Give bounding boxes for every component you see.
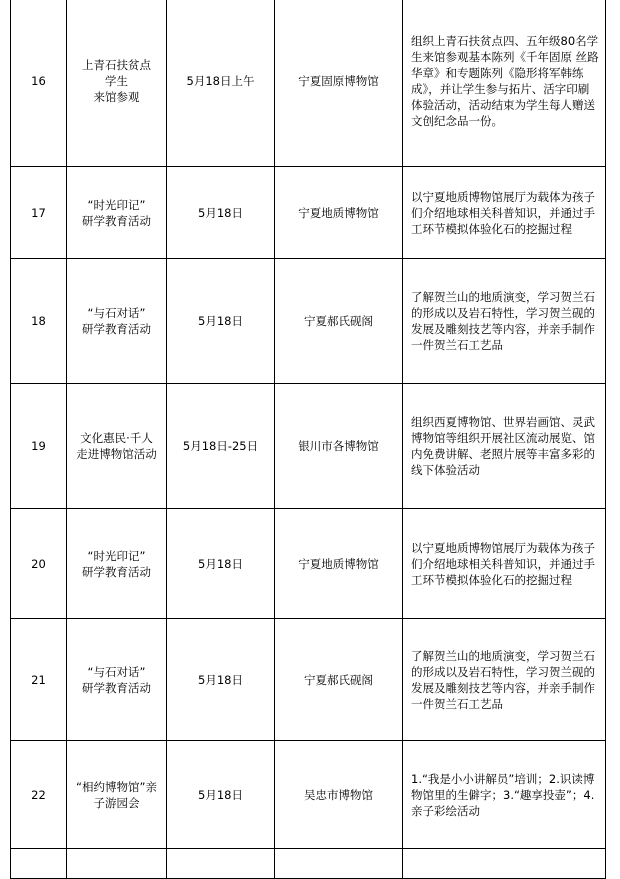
table-row bbox=[11, 509, 606, 619]
empty-cell bbox=[67, 849, 167, 879]
event-date: 5月18日 bbox=[167, 619, 275, 741]
table-row bbox=[11, 0, 606, 167]
event-venue: 宁夏地质博物馆 bbox=[275, 509, 403, 619]
row-number: 20 bbox=[11, 509, 67, 619]
row-number: 17 bbox=[11, 167, 67, 259]
event-name: “与石对话” 研学教育活动 bbox=[67, 619, 167, 741]
row-number: 21 bbox=[11, 619, 67, 741]
event-date: 5月18日 bbox=[167, 259, 275, 384]
table-row bbox=[11, 849, 606, 879]
empty-cell bbox=[167, 849, 275, 879]
event-venue: 宁夏地质博物馆 bbox=[275, 167, 403, 259]
row-number: 18 bbox=[11, 259, 67, 384]
event-date: 5月18日 bbox=[167, 509, 275, 619]
event-name: “相约博物馆”亲子游园会 bbox=[67, 741, 167, 849]
event-description: 了解贺兰山的地质演变，学习贺兰石的形成以及岩石特性，学习贺兰砚的发展及雕刻技艺等内容，并亲手制作一件贺兰石工艺品 bbox=[403, 619, 606, 741]
event-description: 了解贺兰山的地质演变，学习贺兰石的形成以及岩石特性，学习贺兰砚的发展及雕刻技艺等内容，并亲手制作一件贺兰石工艺品 bbox=[403, 259, 606, 384]
row-number: 19 bbox=[11, 384, 67, 509]
event-name: “时光印记” 研学教育活动 bbox=[67, 509, 167, 619]
empty-cell bbox=[403, 849, 606, 879]
event-venue: 银川市各博物馆 bbox=[275, 384, 403, 509]
event-date: 5月18日 bbox=[167, 741, 275, 849]
event-date: 5月18日上午 bbox=[167, 0, 275, 167]
event-name: 文化惠民·千人走进博物馆活动 bbox=[67, 384, 167, 509]
event-description: 1.“我是小小讲解员”培训；2.识读博物馆里的生僻字；3.“趣享投壶”；4.亲子彩绘活动 bbox=[403, 741, 606, 849]
event-date: 5月18日-25日 bbox=[167, 384, 275, 509]
event-description: 以宁夏地质博物馆展厅为载体为孩子们介绍地球相关科普知识，并通过手工环节模拟体验化石的挖掘过程 bbox=[403, 167, 606, 259]
table-row bbox=[11, 741, 606, 849]
event-venue: 宁夏郝氏砚阁 bbox=[275, 619, 403, 741]
event-name: 上青石扶贫点 学生 来馆参观 bbox=[67, 0, 167, 167]
table-row bbox=[11, 619, 606, 741]
event-venue: 吴忠市博物馆 bbox=[275, 741, 403, 849]
event-description: 以宁夏地质博物馆展厅为载体为孩子们介绍地球相关科普知识，并通过手工环节模拟体验化石的挖掘过程 bbox=[403, 509, 606, 619]
event-name: “时光印记” 研学教育活动 bbox=[67, 167, 167, 259]
table-row bbox=[11, 167, 606, 259]
event-venue: 宁夏固原博物馆 bbox=[275, 0, 403, 167]
table-row bbox=[11, 259, 606, 384]
event-venue: 宁夏郝氏砚阁 bbox=[275, 259, 403, 384]
event-date: 5月18日 bbox=[167, 167, 275, 259]
row-number: 16 bbox=[11, 0, 67, 167]
row-number: 22 bbox=[11, 741, 67, 849]
empty-cell bbox=[11, 849, 67, 879]
events-table bbox=[10, 0, 606, 879]
empty-cell bbox=[275, 849, 403, 879]
event-description: 组织上青石扶贫点四、五年级80名学生来馆参观基本陈列《千年固原 丝路华章》和专题陈列《隐形将军韩练成》，并让学生参与拓片、活字印刷体验活动，活动结束为学生每人赠送文创纪念品一份。 bbox=[403, 0, 606, 167]
event-name: “与石对话” 研学教育活动 bbox=[67, 259, 167, 384]
event-description: 组织西夏博物馆、世界岩画馆、灵武博物馆等组织开展社区流动展览、馆内免费讲解、老照片展等丰富多彩的线下体验活动 bbox=[403, 384, 606, 509]
table-row bbox=[11, 384, 606, 509]
